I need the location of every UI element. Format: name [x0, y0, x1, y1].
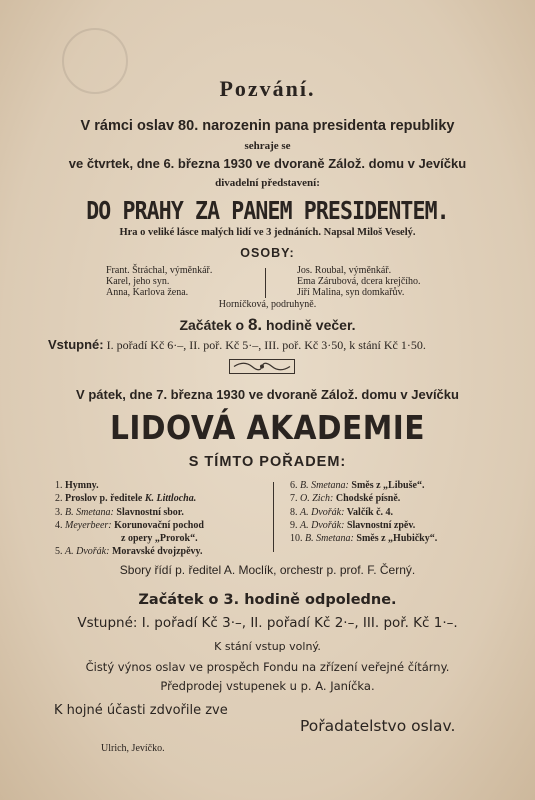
program-num: 4.	[55, 519, 63, 531]
program-num: 2.	[55, 493, 63, 505]
date-line-2: V pátek, dne 7. března 1930 ve dvoraně Zálož. domu v Jevíčku	[76, 387, 459, 402]
program-item	[55, 532, 204, 545]
program-piece: Směs z „Libuše“.	[348, 480, 425, 491]
program-piece: Hymny.	[65, 480, 99, 491]
sehraje-line: sehraje se	[244, 140, 291, 152]
program-piece: Valčík č. 4.	[344, 506, 394, 518]
program-num: 8.	[290, 506, 298, 518]
tickets-prices: I. pořadí Kč 6·–, II. poř. Kč 5·–, III. poř. Kč 3·50, k stání Kč 1·50.	[103, 338, 426, 352]
play-title: DO PRAHY ZA PANEM PRESIDENTEM.	[86, 196, 449, 225]
standing-free-line: K stání vstup volný.	[214, 640, 321, 653]
program-author: O. Zich:	[300, 493, 334, 505]
program-piece: Slavnostní zpěv.	[344, 519, 416, 531]
play-subtitle: Hra o veliké lásce malých lidí ve 3 jednáních. Napsal Miloš Veselý.	[119, 227, 416, 238]
program-piece: Moravské dvojzpěvy.	[109, 546, 203, 558]
program-author: Meyerbeer:	[65, 519, 112, 531]
akademie-title: LIDOVÁ AKADEMIE	[110, 408, 425, 447]
program-num: 5.	[55, 546, 63, 558]
program-item	[55, 506, 204, 519]
program-author: A. Dvořák:	[65, 546, 110, 558]
poster-title: Pozvání.	[219, 76, 316, 101]
cast-item: Ema Zárubová, dcera krejčího.	[297, 275, 421, 287]
tickets-line-1	[48, 337, 426, 353]
start-post: hodině večer.	[262, 317, 356, 333]
cast-list-left	[106, 266, 212, 298]
program-author: B. Smetana:	[305, 533, 354, 545]
printer-credit: Ulrich, Jevíčko.	[101, 743, 165, 754]
tickets-line-2: Vstupné: I. pořadí Kč 3·–, II. pořadí Kč 2·–, III. poř. Kč 1·–.	[77, 615, 458, 631]
ornament-divider	[229, 359, 295, 374]
program-piece: Proslov p. ředitele	[65, 493, 145, 505]
cast-item: Frant. Štráchal, výměnkář.	[106, 265, 213, 276]
presale-line: Předprodej vstupenek u p. A. Janíčka.	[160, 679, 375, 693]
cast-heading: OSOBY:	[240, 246, 295, 260]
cast-divider	[265, 268, 266, 298]
program-num: 3.	[55, 506, 63, 518]
program-item	[55, 519, 204, 532]
start-time-evening	[0, 315, 535, 335]
program-piece: Směs z „Hubičky“.	[353, 533, 438, 545]
program-author: B. Smetana:	[65, 506, 114, 518]
program-num: 10.	[290, 533, 303, 545]
organizers-signature: Pořadatelstvo oslav.	[300, 717, 456, 735]
program-left	[55, 479, 204, 559]
cast-item: Karel, jeho syn.	[106, 275, 170, 287]
program-item	[290, 519, 437, 532]
program-piece: Korunovační pochod	[111, 519, 204, 531]
start-hour: 8.	[247, 315, 263, 334]
program-item	[290, 506, 437, 519]
invitation-line: K hojné účasti zdvořile zve	[54, 703, 228, 718]
program-num: 6.	[290, 480, 298, 491]
cast-item: Jiří Malina, syn domkařův.	[297, 286, 405, 298]
cast-item: Jos. Roubal, výměnkář.	[297, 265, 392, 276]
program-num: 1.	[55, 480, 63, 491]
program-piece: z opery „Prorok“.	[121, 533, 198, 545]
program-author: K. Littlocha.	[144, 493, 197, 505]
program-num: 9.	[290, 519, 298, 531]
program-author: B. Smetana:	[300, 480, 349, 491]
program-num: 7.	[290, 493, 298, 505]
akademie-subtitle: S TÍMTO POŘADEM:	[188, 454, 347, 470]
date-line-1: ve čtvrtek, dne 6. března 1930 ve dvoraně Zálož. domu v Jevíčku	[68, 156, 467, 171]
program-item	[290, 532, 437, 545]
program-item	[290, 479, 437, 492]
cast-item: Anna, Karlova žena.	[106, 286, 189, 298]
cast-list-right	[297, 266, 421, 298]
proceeds-line: Čistý výnos oslav ve prospěch Fondu na zřízení veřejné čítárny.	[85, 660, 450, 674]
tickets-label: Vstupné:	[48, 337, 104, 352]
cast-item-last: Horníčková, podruhyně.	[218, 299, 317, 310]
program-item	[55, 492, 204, 505]
program-author: A. Dvořák:	[300, 519, 345, 531]
start-pre: Začátek o	[179, 317, 248, 333]
program-author: A. Dvořák:	[300, 506, 345, 518]
program-divider	[273, 482, 274, 552]
program-item	[55, 479, 204, 492]
program-right	[290, 479, 437, 545]
predstaveni-line: divadelní představení:	[215, 177, 320, 189]
conductors-line: Sbory řídí p. ředitel A. Moclík, orchestr p. prof. F. Černý.	[119, 563, 416, 577]
start-time-afternoon: Začátek o 3. hodině odpoledne.	[138, 592, 397, 608]
program-item	[55, 545, 204, 558]
program-item	[290, 492, 437, 505]
occasion-line: V rámci oslav 80. narozenin pana presidenta republiky	[80, 118, 455, 134]
program-piece: Chodské písně.	[333, 493, 401, 505]
program-piece: Slavnostní sbor.	[113, 506, 184, 518]
